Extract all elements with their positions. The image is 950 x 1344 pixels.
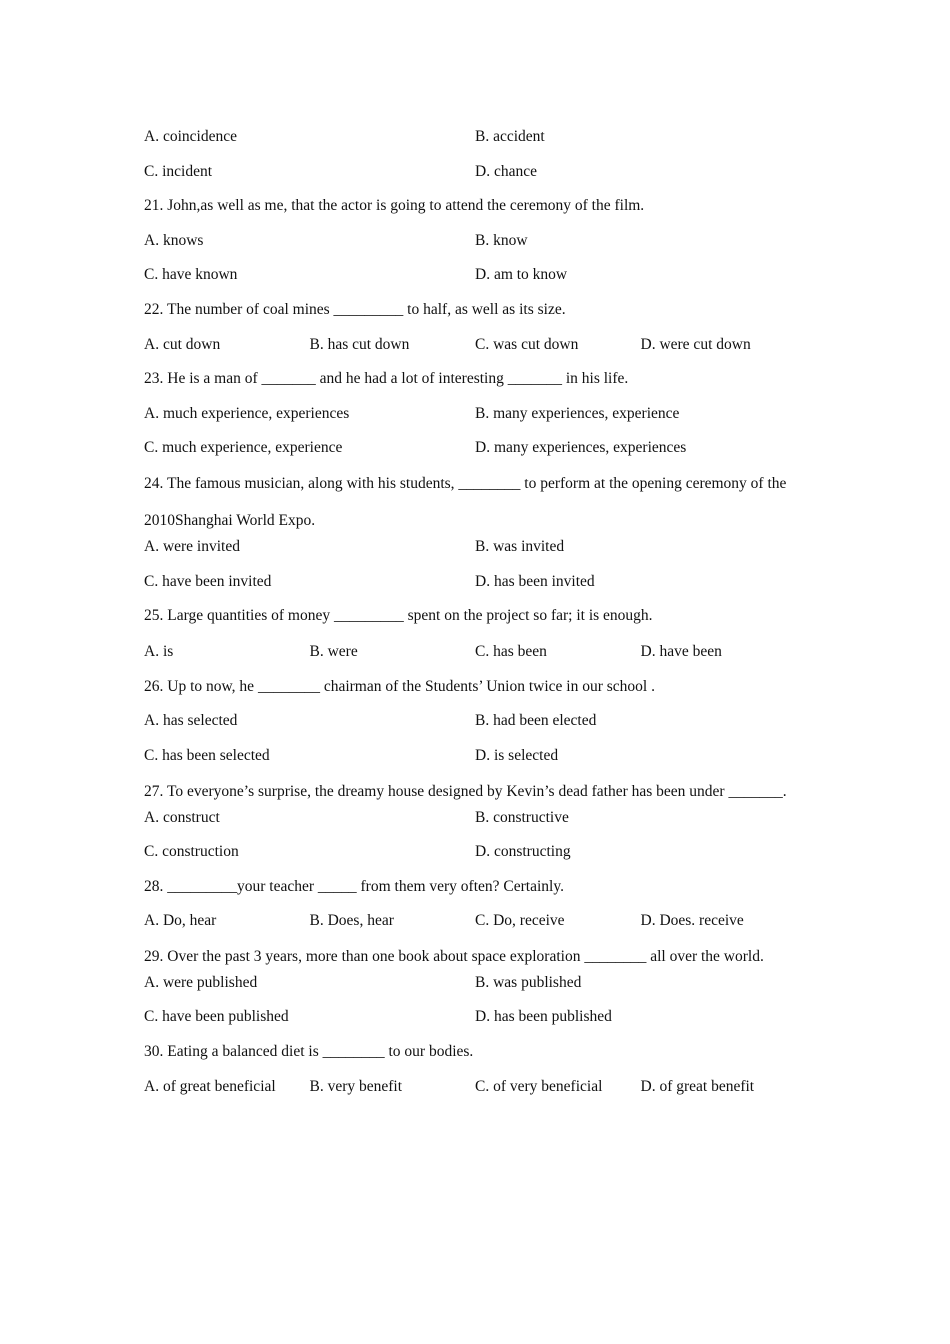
option-a: A. has selected [144, 712, 238, 730]
options-row [144, 334, 804, 369]
question-stem: 21. John,as well as me, that the actor is going to attend the ceremony of the film. [144, 197, 645, 215]
option-b: B. has cut down [309, 335, 410, 353]
question-20 [144, 126, 804, 195]
option-a: A. is [144, 643, 174, 661]
question-28 [144, 876, 804, 945]
question-stem: 30. Eating a balanced diet is ________ to our bodies. [144, 1043, 474, 1061]
option-a: A. knows [144, 231, 204, 249]
option-c: C. incident [144, 162, 213, 180]
question-26 [144, 676, 804, 780]
option-a: A. cut down [144, 335, 221, 353]
options-row [144, 230, 804, 265]
question-stem: 29. Over the past 3 years, more than one book about space exploration ________ all over the world. [144, 947, 764, 965]
option-c: C. has been selected [144, 746, 270, 764]
options-row [144, 972, 804, 1007]
option-c: C. of very beneficial [475, 1077, 603, 1095]
option-a: A. were invited [144, 537, 240, 555]
option-c: C. has been [475, 643, 547, 661]
option-a: A. of great beneficial [144, 1077, 276, 1095]
options-row [144, 807, 804, 842]
question-30 [144, 1041, 804, 1110]
option-b: B. accident [475, 128, 545, 145]
option-d: D. chance [475, 162, 537, 180]
option-b: B. know [475, 231, 528, 249]
option-d: D. of great benefit [640, 1077, 755, 1095]
options-row [144, 126, 804, 161]
options-row [144, 841, 804, 876]
option-a: A. were published [144, 973, 258, 991]
option-b: B. Does, hear [309, 912, 394, 930]
option-d: D. is selected [475, 746, 559, 764]
option-c: C. much experience, experience [144, 439, 343, 457]
option-d: D. has been published [475, 1008, 612, 1026]
option-c: C. have been published [144, 1008, 289, 1026]
options-row [144, 571, 804, 606]
option-c: C. have known [144, 266, 238, 284]
option-d: D. many experiences, experiences [475, 439, 687, 457]
question-stem: 24. The famous musician, along with his students, ________ to perform at the opening ceremony of the 2010Shanghai World Expo. [144, 474, 787, 529]
question-27 [144, 773, 804, 876]
option-a: A. construct [144, 808, 220, 826]
option-b: B. constructive [475, 808, 569, 826]
option-d: D. Does. receive [640, 912, 744, 930]
option-d: D. were cut down [640, 335, 751, 353]
option-d: D. am to know [475, 266, 568, 284]
question-stem: 25. Large quantities of money _________ spent on the project so far; it is enough. [144, 607, 653, 625]
question-stem: 26. Up to now, he ________ chairman of the Students’ Union twice in our school . [144, 677, 655, 695]
options-row [144, 536, 804, 571]
option-b: B. had been elected [475, 712, 597, 730]
question-21 [144, 195, 804, 299]
option-c: C. was cut down [475, 335, 579, 353]
option-a: A. much experience, experiences [144, 404, 350, 422]
question-22 [144, 299, 804, 368]
options-row [144, 710, 804, 745]
options-row [144, 403, 804, 438]
question-25 [144, 605, 804, 676]
question-23 [144, 368, 804, 472]
option-c: C. construction [144, 843, 239, 861]
option-d: D. have been [640, 643, 722, 661]
question-list [144, 126, 804, 1110]
option-c: C. have been invited [144, 572, 272, 590]
question-24 [144, 465, 804, 605]
question-29 [144, 938, 804, 1041]
option-b: B. was invited [475, 537, 565, 555]
option-a: A. Do, hear [144, 912, 217, 930]
options-row [144, 264, 804, 299]
question-stem: 22. The number of coal mines _________ to half, as well as its size. [144, 300, 566, 318]
options-row [144, 1006, 804, 1041]
options-row [144, 1076, 804, 1111]
option-b: B. very benefit [309, 1077, 403, 1095]
option-d: D. has been invited [475, 572, 595, 590]
option-c: C. Do, receive [475, 912, 565, 930]
options-row [144, 161, 804, 196]
option-a: A. coincidence [144, 128, 237, 145]
option-b: B. were [309, 643, 358, 661]
question-stem: 28. _________your teacher _____ from them very often? Certainly. [144, 877, 564, 895]
option-d: D. constructing [475, 843, 571, 861]
question-stem: 23. He is a man of _______ and he had a lot of interesting _______ in his life. [144, 370, 629, 388]
question-stem: 27. To everyone’s surprise, the dreamy house designed by Kevin’s dead father has been under _______. [144, 782, 787, 800]
option-b: B. many experiences, experience [475, 404, 680, 422]
options-row [144, 641, 804, 676]
option-b: B. was published [475, 973, 582, 991]
